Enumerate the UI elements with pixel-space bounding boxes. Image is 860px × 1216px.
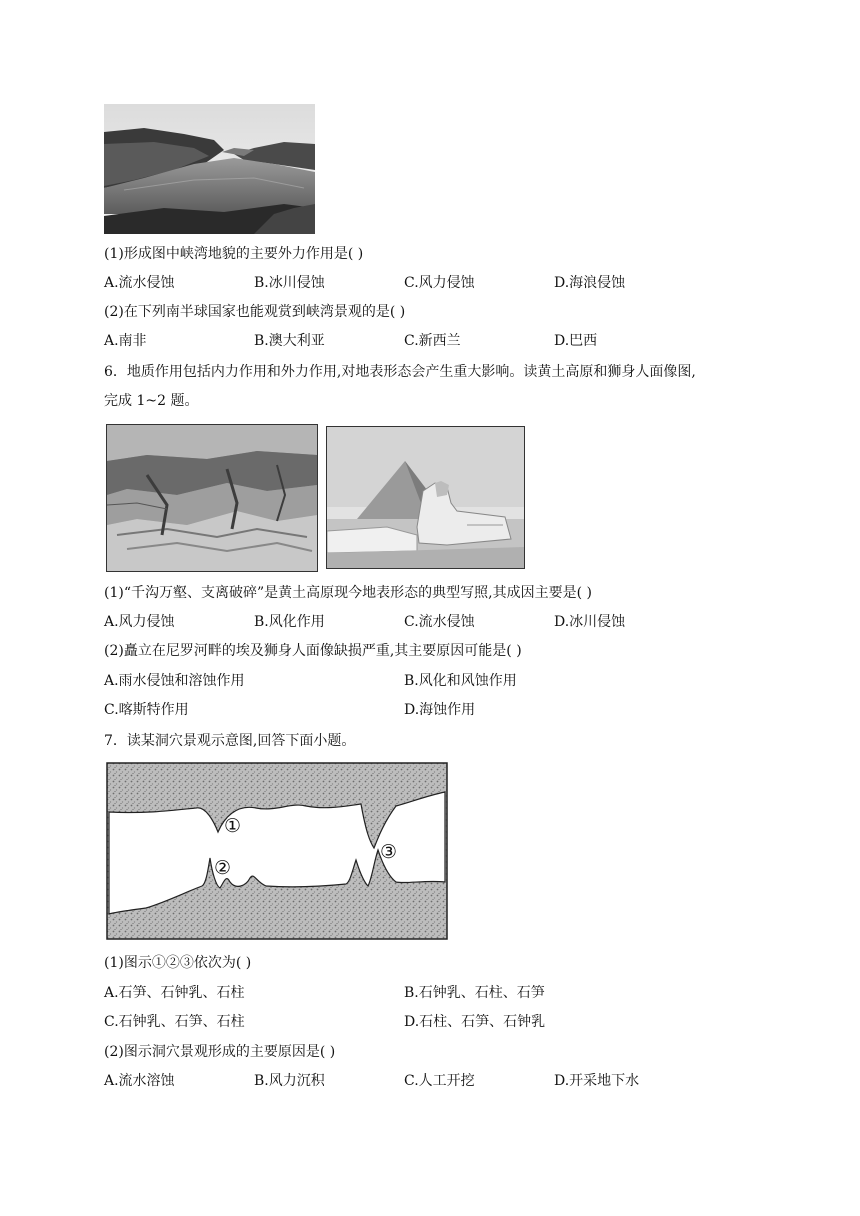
loess-plateau-photo <box>106 424 318 572</box>
cave-label-3: ③ <box>380 841 398 863</box>
cave-label-2: ② <box>214 857 232 879</box>
option-a[interactable]: A.流水侵蚀 <box>104 275 175 291</box>
q6-sub2-options-row1 <box>104 671 744 691</box>
option-b[interactable]: B.风化和风蚀作用 <box>404 673 517 689</box>
option-d[interactable]: D.海浪侵蚀 <box>554 275 626 291</box>
q6-sub2-options-row2 <box>104 700 744 720</box>
option-c[interactable]: C.风力侵蚀 <box>404 275 475 291</box>
q5-sub1-stem: (1)形成图中峡湾地貌的主要外力作用是( ) <box>104 246 364 262</box>
q5-sub2-options <box>104 331 744 351</box>
q7-sub1-stem: (1)图示①②③依次为( ) <box>104 955 252 971</box>
option-a[interactable]: A.石笋、石钟乳、石柱 <box>104 985 245 1001</box>
q6-intro-line1: 6．地质作用包括内力作用和外力作用,对地表形态会产生重大影响。读黄土高原和狮身人面像图, <box>104 364 696 380</box>
option-a[interactable]: A.风力侵蚀 <box>104 614 175 630</box>
q5-sub1-options <box>104 273 744 293</box>
q7-intro: 7．读某洞穴景观示意图,回答下面小题。 <box>104 733 356 749</box>
q5-sub2-stem: (2)在下列南半球国家也能观赏到峡湾景观的是( ) <box>104 304 406 320</box>
q7-sub2-stem: (2)图示洞穴景观形成的主要原因是( ) <box>104 1044 336 1060</box>
q6-sub1-options <box>104 612 744 632</box>
option-d[interactable]: D.石柱、石笋、石钟乳 <box>404 1014 546 1030</box>
option-d[interactable]: D.开采地下水 <box>554 1073 640 1089</box>
q7-sub1-options-row1 <box>104 983 744 1003</box>
option-c[interactable]: C.人工开挖 <box>404 1073 475 1089</box>
option-d[interactable]: D.冰川侵蚀 <box>554 614 626 630</box>
q7-sub2-options <box>104 1071 744 1091</box>
cave-diagram <box>106 762 448 942</box>
option-c[interactable]: C.喀斯特作用 <box>104 702 189 718</box>
option-b[interactable]: B.冰川侵蚀 <box>254 275 325 291</box>
q6-intro-line2: 完成 1~2 题。 <box>104 393 199 409</box>
option-c[interactable]: C.新西兰 <box>404 333 461 349</box>
fjord-photo <box>104 104 315 234</box>
option-b[interactable]: B.风化作用 <box>254 614 325 630</box>
q6-sub1-stem: (1)“千沟万壑、支离破碎”是黄土高原现今地表形态的典型写照,其成因主要是( ) <box>104 585 592 601</box>
option-b[interactable]: B.风力沉积 <box>254 1073 325 1089</box>
cave-label-1: ① <box>224 815 242 837</box>
option-d[interactable]: D.巴西 <box>554 333 598 349</box>
option-b[interactable]: B.澳大利亚 <box>254 333 325 349</box>
option-a[interactable]: A.雨水侵蚀和溶蚀作用 <box>104 673 245 689</box>
option-a[interactable]: A.流水溶蚀 <box>104 1073 175 1089</box>
option-a[interactable]: A.南非 <box>104 333 147 349</box>
option-c[interactable]: C.流水侵蚀 <box>404 614 475 630</box>
option-d[interactable]: D.海蚀作用 <box>404 702 476 718</box>
q7-sub1-options-row2 <box>104 1012 744 1032</box>
option-b[interactable]: B.石钟乳、石柱、石笋 <box>404 985 545 1001</box>
sphinx-photo <box>326 426 525 569</box>
option-c[interactable]: C.石钟乳、石笋、石柱 <box>104 1014 245 1030</box>
q6-sub2-stem: (2)矗立在尼罗河畔的埃及狮身人面像缺损严重,其主要原因可能是( ) <box>104 643 522 659</box>
